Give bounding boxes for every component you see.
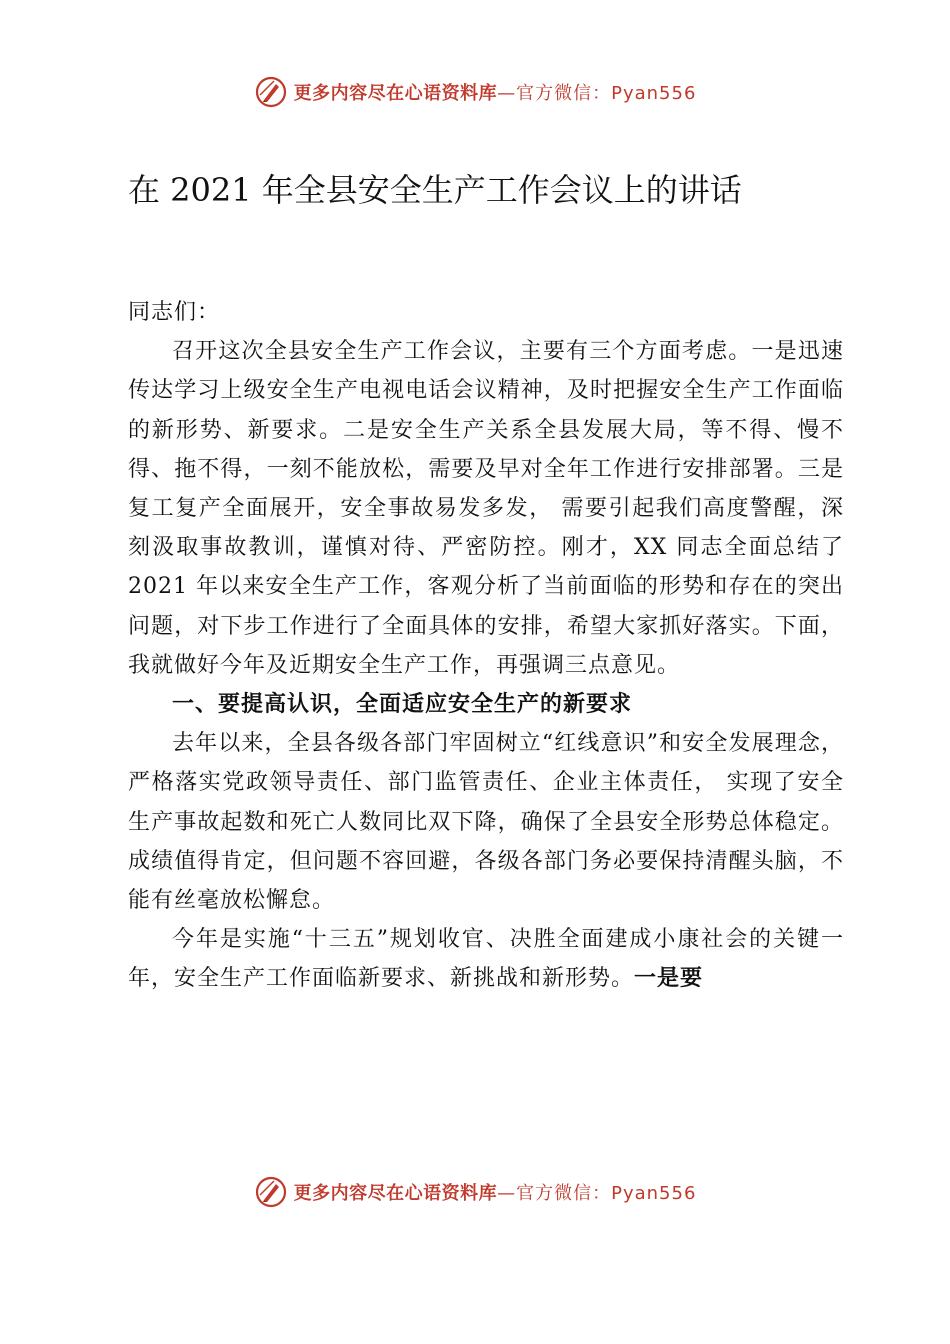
pen-logo-icon [254,1175,288,1209]
pen-logo-icon [254,75,288,109]
paragraph-intro: 召开这次全县安全生产工作会议，主要有三个方面考虑。一是迅速传达学习上级安全生产电视电话会议精神，及时把握安全生产工作面临的新形势、新要求。二是安全生产关系全县发展大局，等不得、慢不得、拖不得，一刻不能放松，需要及早对全年工作进行安排部署。三是复工复产全面展开，安全事故易发多发， 需要引起我们高度警醒，深刻汲取事故教训，谨慎对待、严密防控。刚才，XX 同志全面总结了 2021 年以来安全生产工作，客观分析了当前面临的形势和存在的突出问题，对下步工作进行了全面具体的安排，希望大家抓好落实。下面，我就做好今年及近期安全生产工作，再强调三点意见。 [128,339,844,678]
document-title: 在 2021 年全县安全生产工作会议上的讲话 [128,171,742,209]
paragraph-this-year-text: 今年是实施“十三五”规划收官、决胜全面建成小康社会的关键一年，安全生产工作面临新要求、新挑战和新形势。 [128,927,844,992]
paragraph-this-year-bold: 一是要 [634,965,704,992]
section-heading-1: 一、要提高认识，全面适应安全生产的新要求 [172,691,633,718]
paragraph-this-year [128,920,844,998]
watermark-text: 更多内容尽在心语资料库 [293,83,498,104]
watermark-contact: —官方微信：Pyan556 [497,83,697,104]
greeting: 同志们： [128,300,221,325]
watermark-footer [0,1172,950,1212]
watermark-text: 更多内容尽在心语资料库 [293,1183,498,1204]
watermark-header [0,72,950,112]
paragraph-review: 去年以来，全县各级各部门牢固树立“红线意识”和安全发展理念，严格落实党政领导责任、部门监管责任、企业主体责任， 实现了安全生产事故起数和死亡人数同比双下降，确保了全县安全形势总体稳定。成绩值得肯定，但问题不容回避，各级各部门务必要保持清醒头脑，不能有丝毫放松懈怠。 [128,731,844,914]
watermark-contact: —官方微信：Pyan556 [497,1183,697,1204]
document-body [128,293,844,999]
